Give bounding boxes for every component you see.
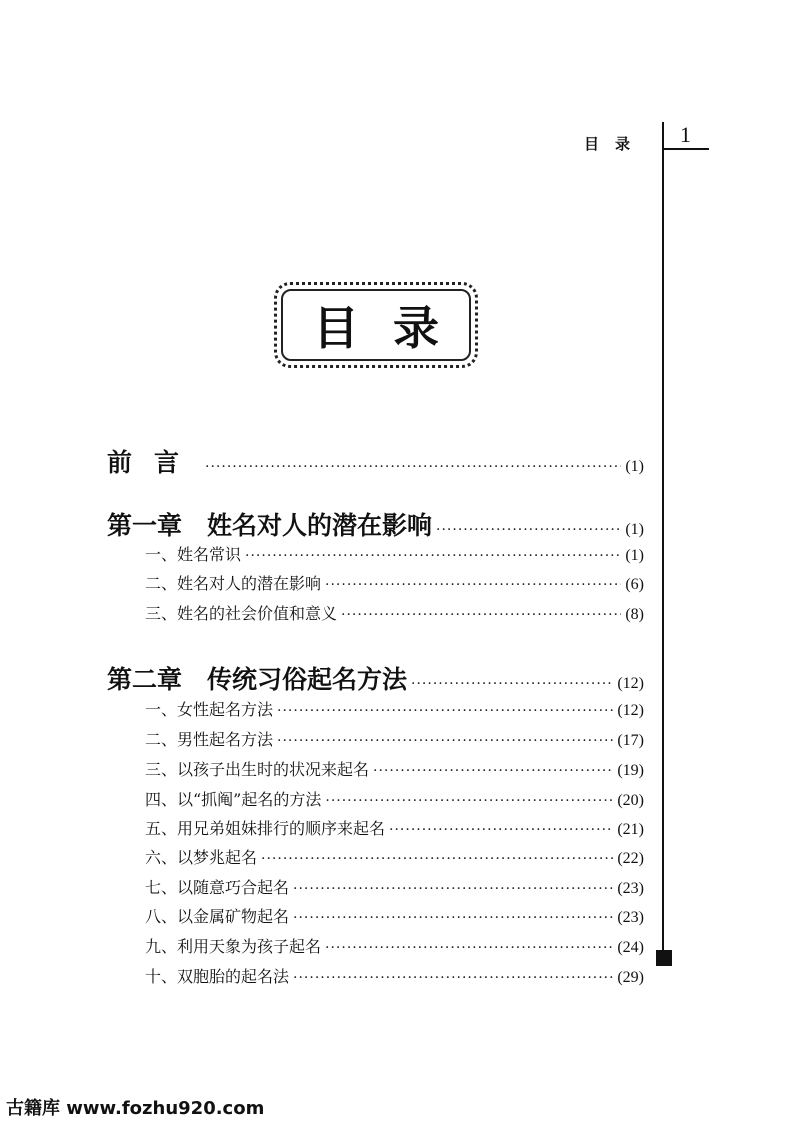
toc-entry-page: (6) xyxy=(625,576,644,593)
toc-entry-chapter-1[interactable] xyxy=(107,506,644,542)
toc-dot-leader xyxy=(436,522,621,538)
page-title: 目录 xyxy=(313,301,473,355)
toc-dot-leader xyxy=(341,607,621,623)
toc-dot-leader xyxy=(293,910,613,926)
toc-entry-label: 三、姓名的社会价值和意义 xyxy=(145,604,338,623)
toc-dot-leader xyxy=(245,548,621,564)
site-watermark: 古籍库 www.fozhu920.com xyxy=(6,1098,265,1119)
toc-dot-leader xyxy=(389,822,613,838)
toc-entry-section[interactable] xyxy=(145,727,644,750)
margin-vertical-rule xyxy=(662,122,664,958)
toc-entry-label: 五、用兄弟姐妹排行的顺序来起名 xyxy=(145,819,386,838)
chapter-edge-marker xyxy=(656,950,672,966)
toc-entry-label: 第一章 姓名对人的潜在影响 xyxy=(107,511,433,540)
toc-entry-section[interactable] xyxy=(145,697,644,720)
toc-dot-leader xyxy=(373,763,613,779)
header-rule xyxy=(663,148,709,150)
toc-entry-label: 九、利用天象为孩子起名 xyxy=(145,937,322,956)
toc-dot-leader xyxy=(205,459,621,475)
toc-entry-page: (12) xyxy=(617,675,644,692)
toc-entry-preface[interactable] xyxy=(107,443,644,479)
toc-entry-page: (12) xyxy=(617,702,644,719)
toc-dot-leader xyxy=(325,793,613,809)
toc-entry-section[interactable] xyxy=(145,934,644,957)
toc-entry-section[interactable] xyxy=(145,964,644,987)
toc-entry-label: 八、以金属矿物起名 xyxy=(145,907,290,926)
toc-entry-section[interactable] xyxy=(145,904,644,927)
toc-entry-page: (23) xyxy=(617,880,644,897)
toc-entry-label: 第二章 传统习俗起名方法 xyxy=(107,665,408,694)
toc-entry-page: (22) xyxy=(617,850,644,867)
toc-dot-leader xyxy=(293,970,613,986)
toc-entry-page: (21) xyxy=(617,821,644,838)
toc-entry-section[interactable] xyxy=(145,757,644,780)
toc-entry-page: (1) xyxy=(625,458,644,475)
toc-entry-section[interactable] xyxy=(145,542,644,565)
toc-dot-leader xyxy=(325,940,613,956)
toc-dot-leader xyxy=(277,703,613,719)
toc-dot-leader xyxy=(411,676,613,692)
toc-entry-label: 二、姓名对人的潜在影响 xyxy=(145,574,322,593)
toc-entry-section[interactable] xyxy=(145,601,644,624)
title-ornamental-frame xyxy=(274,282,478,368)
toc-entry-label: 三、以孩子出生时的状况来起名 xyxy=(145,760,370,779)
toc-entry-page: (20) xyxy=(617,792,644,809)
toc-entry-page: (1) xyxy=(625,547,644,564)
toc-entry-section[interactable] xyxy=(145,571,644,594)
running-header-title: 目录 xyxy=(584,135,647,153)
toc-entry-page: (23) xyxy=(617,909,644,926)
toc-entry-chapter-2[interactable] xyxy=(107,660,644,696)
toc-entry-label: 一、女性起名方法 xyxy=(145,700,274,719)
toc-entry-page: (1) xyxy=(625,521,644,538)
toc-dot-leader xyxy=(277,733,613,749)
toc-dot-leader xyxy=(325,577,621,593)
toc-entry-label: 四、以“抓阄”起名的方法 xyxy=(145,790,322,809)
toc-entry-page: (19) xyxy=(617,762,644,779)
toc-entry-label: 七、以随意巧合起名 xyxy=(145,878,290,897)
toc-entry-section[interactable] xyxy=(145,816,644,839)
toc-entry-label: 二、男性起名方法 xyxy=(145,730,274,749)
toc-entry-page: (24) xyxy=(617,939,644,956)
title-frame-inner xyxy=(281,289,471,361)
toc-entry-section[interactable] xyxy=(145,875,644,898)
toc-entry-label: 六、以梦兆起名 xyxy=(145,848,258,867)
toc-entry-section[interactable] xyxy=(145,845,644,868)
toc-entry-page: (17) xyxy=(617,732,644,749)
toc-entry-label: 前言 xyxy=(107,448,202,477)
toc-entry-page: (8) xyxy=(625,606,644,623)
toc-entry-label: 一、姓名常识 xyxy=(145,545,242,564)
page-number: 1 xyxy=(680,122,691,147)
toc-dot-leader xyxy=(293,881,613,897)
toc-entry-label: 十、双胞胎的起名法 xyxy=(145,967,290,986)
toc-entry-section[interactable] xyxy=(145,787,644,810)
toc-dot-leader xyxy=(261,851,613,867)
toc-entry-page: (29) xyxy=(617,969,644,986)
